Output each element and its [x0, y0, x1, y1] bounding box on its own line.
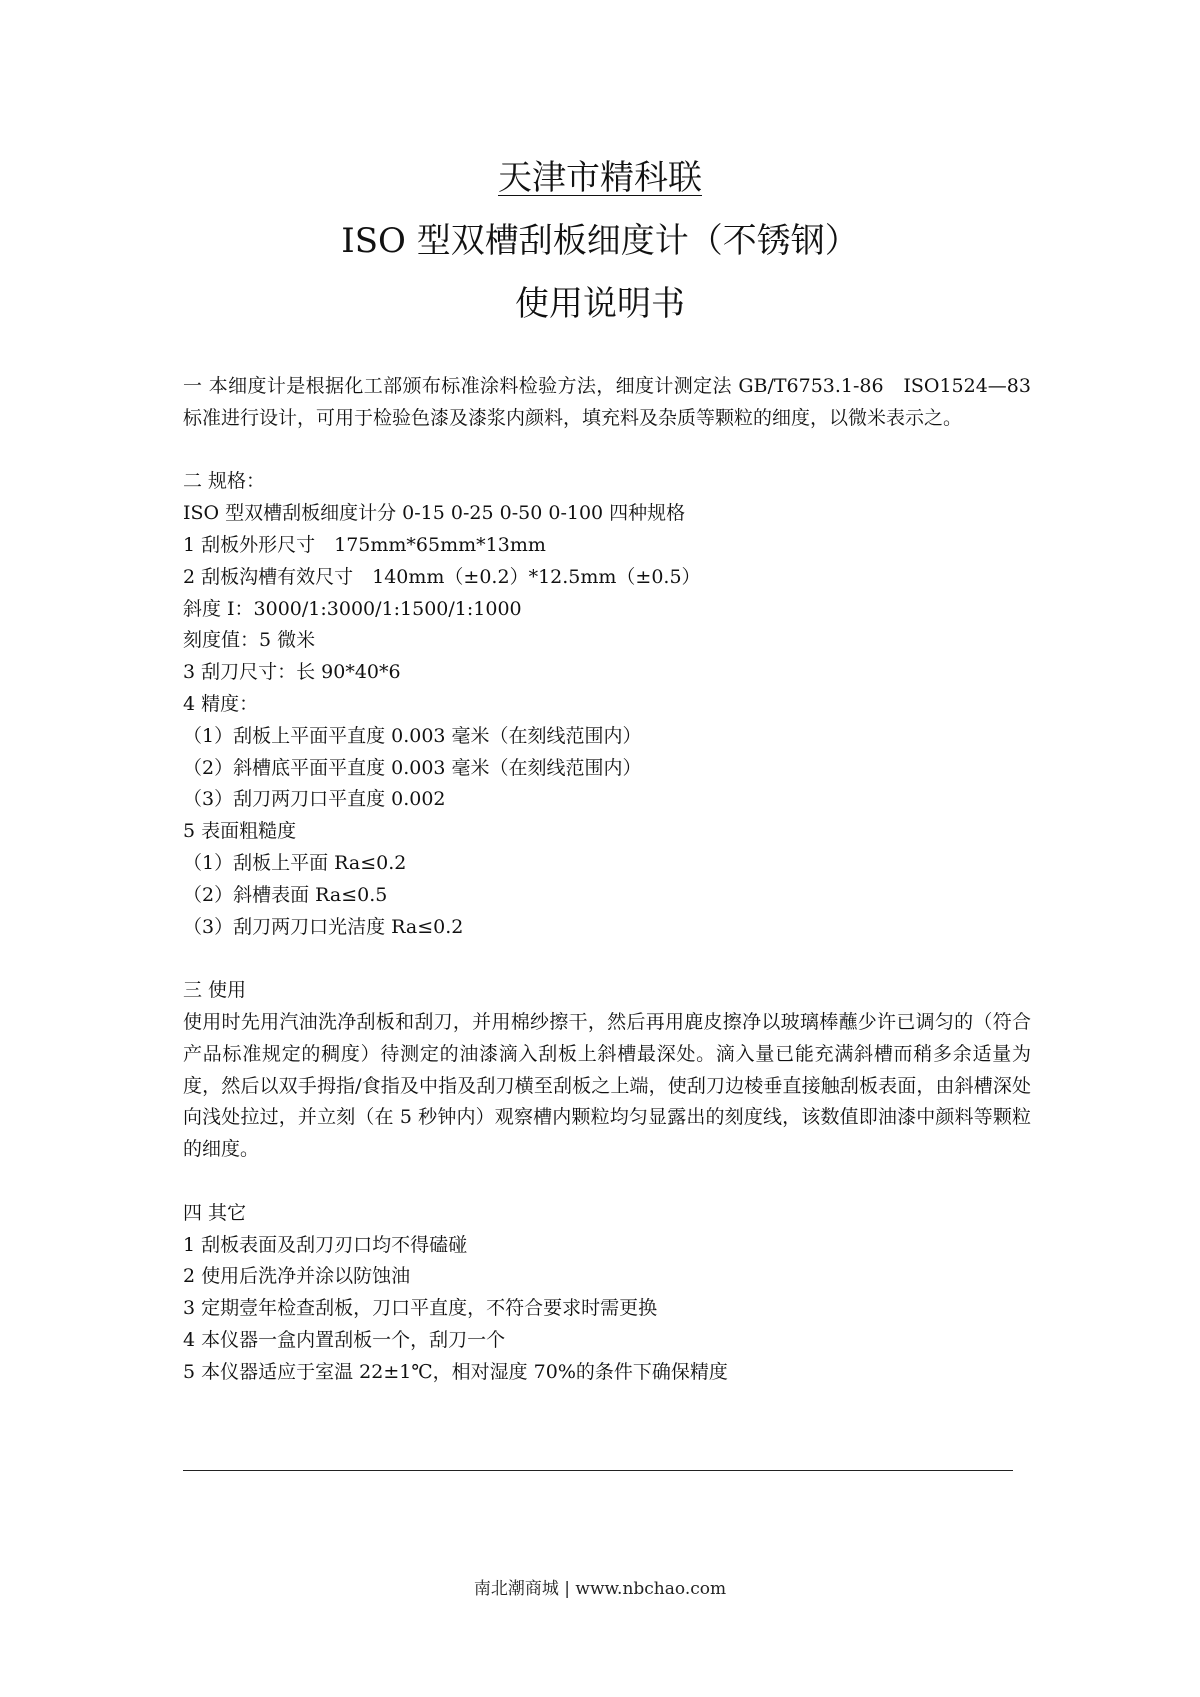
other-line: 3 定期壹年检查刮板，刀口平直度，不符合要求时需更换 [183, 1297, 658, 1320]
spec-line: （1）刮板上平面 Ra≤0.2 [183, 851, 407, 874]
section-3-heading: 三 使用 [183, 979, 247, 1002]
spec-line: 3 刮刀尺寸：长 90*40*6 [183, 661, 401, 684]
spacer [183, 943, 1031, 975]
product-title: ISO 型双槽刮板细度计（不锈钢） [341, 221, 859, 261]
spec-line: 刻度值：5 微米 [183, 629, 316, 652]
spec-line: 5 表面粗糙度 [183, 820, 297, 843]
section-2-heading: 二 规格： [183, 470, 266, 493]
other-line: 2 使用后洗净并涂以防蚀油 [183, 1265, 411, 1288]
spec-line: （3）刮刀两刀口平直度 0.002 [183, 788, 446, 811]
spacer [183, 1166, 1031, 1198]
spec-line: （1）刮板上平面平直度 0.003 毫米（在刻线范围内） [183, 724, 642, 747]
footer-divider [183, 1470, 1013, 1471]
spec-line: 斜度 I：3000/1:3000/1:1500/1:1000 [183, 597, 522, 620]
company-title-text: 天津市精科联 [498, 158, 702, 198]
spec-line: 2 刮板沟槽有效尺寸 140mm（±0.2）*12.5mm（±0.5） [183, 565, 701, 588]
other-line: 1 刮板表面及刮刀刃口均不得磕碰 [183, 1233, 468, 1256]
spacer [183, 435, 1031, 467]
spec-line: （2）斜槽表面 Ra≤0.5 [183, 883, 388, 906]
spec-line: 1 刮板外形尺寸 175mm*65mm*13mm [183, 533, 546, 556]
footer-text: 南北潮商城 | www.nbchao.com [473, 1579, 727, 1599]
spec-line: （2）斜槽底平面平直度 0.003 毫米（在刻线范围内） [183, 756, 642, 779]
section-1-text: 一 本细度计是根据化工部颁布标准涂料检验方法，细度计测定法 GB/T6753.1-86 ISO1524—83 标准进行设计，可用于检验色漆及漆浆内颜料，填充料及杂质等颗粒的细度，以微米表示之。 [183, 375, 1031, 429]
company-title [0, 156, 1200, 200]
other-line: 5 本仪器适应于室温 22±1℃，相对湿度 70%的条件下确保精度 [183, 1360, 728, 1383]
section-3-text: 使用时先用汽油洗净刮板和刮刀，并用棉纱擦干，然后再用鹿皮擦净以玻璃棒蘸少许已调匀的（符合产品标准规定的稠度）待测定的油漆滴入刮板上斜槽最深处。滴入量已能充满斜槽而稍多余适量为度，然后以双手拇指/食指及中指及刮刀横至刮板之上端，使刮刀边棱垂直接触刮板表面，由斜槽深处向浅处拉过，并立刻（在 5 秒钟内）观察槽内颗粒均匀显露出的刻度线，该数值即油漆中颜料等颗粒的细度。 [183, 1010, 1031, 1161]
spec-line: （3）刮刀两刀口光洁度 Ra≤0.2 [183, 915, 464, 938]
manual-title: 使用说明书 [515, 284, 685, 324]
section-4-heading: 四 其它 [183, 1201, 247, 1224]
spec-line: 4 精度： [183, 692, 259, 715]
other-line: 4 本仪器一盒内置刮板一个，刮刀一个 [183, 1328, 506, 1351]
manual-body [183, 371, 1031, 1389]
spec-line: ISO 型双槽刮板细度计分 0-15 0-25 0-50 0-100 四种规格 [183, 502, 686, 525]
